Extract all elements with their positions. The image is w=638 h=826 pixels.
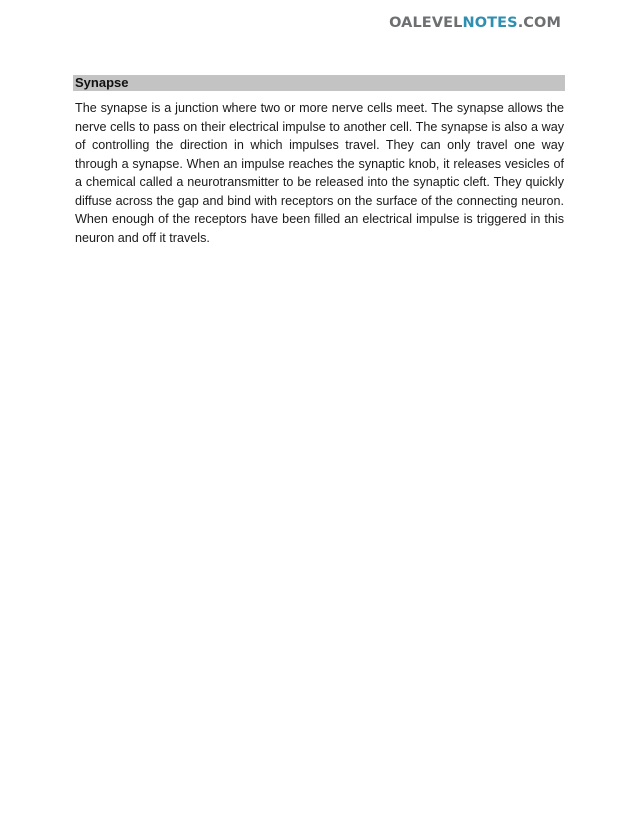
logo-text-com: .COM — [517, 15, 561, 31]
logo-text-notes: NOTES — [462, 15, 518, 31]
site-logo — [389, 14, 561, 32]
logo-text-oalevel: OALEVEL — [389, 15, 463, 31]
body-paragraph: The synapse is a junction where two or more nerve cells meet. The synapse allows the nerve cells to pass on their electrical impulse to another cell. The synapse is also a way of controlling the direction in which impulses travel. They can only travel one way through a synapse. When an impulse reaches the synaptic knob, it releases vesicles of a chemical called a neurotransmitter to be released into the synaptic cleft. They quickly diffuse across the gap and bind with receptors on the surface of the connecting neuron. When enough of the receptors have been filled an electrical impulse is triggered in this neuron and off it travels. — [75, 101, 564, 245]
section-heading: Synapse — [73, 75, 565, 91]
